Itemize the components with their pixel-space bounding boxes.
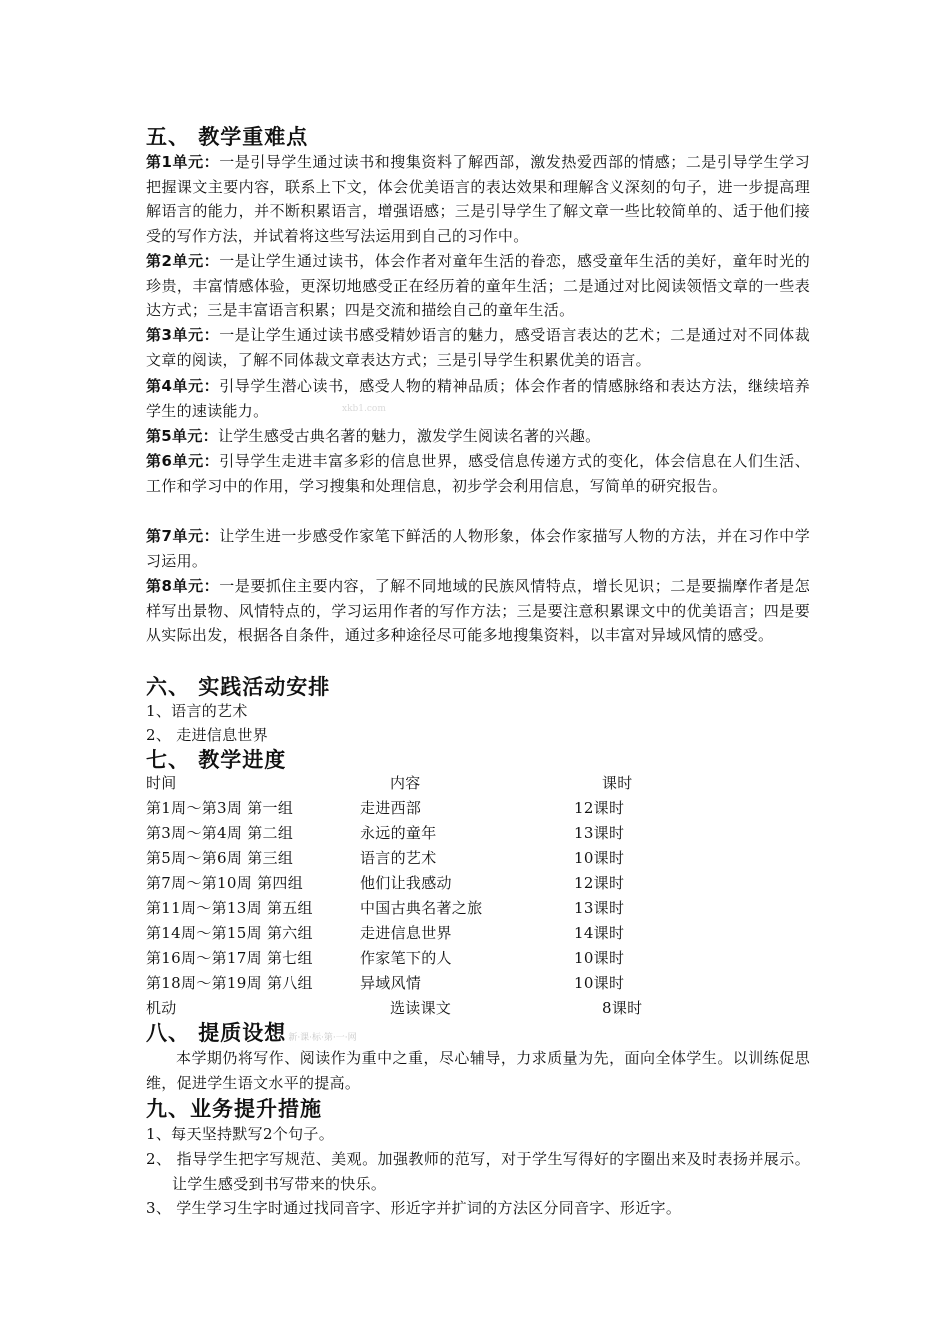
- measure-item: 3、 学生学习生字时通过找同音字、形近字并扩词的方法区分同音字、形近字。: [146, 1199, 682, 1217]
- unit-label: 第7单元：: [146, 527, 220, 545]
- watermark-text: 新·课·标·第·一·网: [288, 1033, 357, 1043]
- unit-text: 引导学生走进丰富多彩的信息世界，感受信息传递方式的变化，体会信息在人们生活、工作和学习中的作用，学习搜集和处理信息，初步学会利用信息，写简单的研究报告。: [146, 452, 811, 495]
- cell-week: 第16周～第17周 第七组: [146, 949, 313, 967]
- unit-label: 第8单元：: [146, 577, 220, 595]
- table-row: [146, 846, 692, 871]
- table-row: [146, 996, 692, 1021]
- table-row: [146, 896, 692, 921]
- unit-2-paragraph: [146, 249, 810, 323]
- cell-hours: 13课时: [574, 899, 625, 917]
- unit-8-paragraph: [146, 574, 810, 648]
- cell-week: 第5周～第6周 第三组: [146, 849, 294, 867]
- table-row: [146, 921, 692, 946]
- cell-week: 第14周～第15周 第六组: [146, 924, 313, 942]
- cell-content: 走进西部: [360, 799, 422, 817]
- cell-hours: 10课时: [574, 849, 625, 867]
- unit-text: 一是让学生通过读书，体会作者对童年生活的眷恋，感受童年生活的美好，童年时光的珍贵，丰富情感体验，更深切地感受正在经历着的童年生活；二是通过对比阅读领悟文章的一些表达方式；三是丰富语言积累；四是交流和描绘自己的童年生活。: [146, 252, 811, 320]
- cell-week: 机动: [146, 999, 177, 1017]
- section-6-heading: 六、 实践活动安排: [146, 675, 331, 699]
- header-time: 时间: [146, 774, 177, 792]
- faint-watermark: xkb1.com: [342, 404, 386, 414]
- unit-text: 让学生进一步感受作家笔下鲜活的人物形象，体会作家描写人物的方法，并在习作中学习运用。: [146, 527, 811, 570]
- activity-item: 1、语言的艺术: [146, 702, 248, 720]
- unit-text: 一是让学生通过读书感受精妙语言的魅力，感受语言表达的艺术；二是通过对不同体裁文章的阅读，了解不同体裁文章表达方式；三是引导学生积累优美的语言。: [146, 326, 811, 369]
- cell-hours: 12课时: [574, 874, 625, 892]
- cell-hours: 14课时: [574, 924, 625, 942]
- header-hours: 课时: [602, 774, 633, 792]
- unit-5-paragraph: [146, 424, 810, 449]
- cell-content: 中国古典名著之旅: [360, 899, 483, 917]
- cell-content: 永远的童年: [360, 824, 437, 842]
- unit-label: 第5单元：: [146, 427, 218, 445]
- cell-hours: 10课时: [574, 974, 625, 992]
- unit-text: 一是引导学生通过读书和搜集资料了解西部，激发热爱西部的情感；二是引导学生学习把握课文主要内容，联系上下文，体会优美语言的表达效果和理解含义深刻的句子，进一步提高理解语言的能力，并不断积累语言，增强语感；三是引导学生了解文章一些比较简单的、适于他们接受的写作方法，并试着将这些写法运用到自己的习作中。: [146, 153, 811, 245]
- cell-content: 异域风情: [360, 974, 422, 992]
- header-content: 内容: [390, 774, 421, 792]
- activity-item: 2、 走进信息世界: [146, 726, 269, 744]
- cell-week: 第18周～第19周 第八组: [146, 974, 313, 992]
- unit-4-paragraph: [146, 374, 810, 423]
- section-8-title: 八、 提质设想: [146, 1021, 287, 1045]
- unit-6-paragraph: [146, 449, 810, 498]
- unit-label: 第2单元：: [146, 252, 220, 270]
- section-7-heading: 七、 教学进度: [146, 748, 287, 772]
- table-header-row: [146, 771, 692, 796]
- unit-text: 引导学生潜心读书，感受人物的精神品质；体会作者的情感脉络和表达方法，继续培养学生的速读能力。: [146, 377, 811, 420]
- unit-1-paragraph: [146, 150, 810, 248]
- schedule-table: [146, 771, 692, 1021]
- unit-label: 第6单元：: [146, 452, 220, 470]
- table-row: [146, 796, 692, 821]
- cell-hours: 10课时: [574, 949, 625, 967]
- unit-3-paragraph: [146, 323, 810, 372]
- cell-week: 第7周～第10周 第四组: [146, 874, 303, 892]
- unit-label: 第1单元：: [146, 153, 220, 171]
- cell-week: 第11周～第13周 第五组: [146, 899, 313, 917]
- table-row: [146, 821, 692, 846]
- cell-hours: 8课时: [602, 999, 643, 1017]
- unit-7-paragraph: [146, 524, 810, 573]
- unit-text: 让学生感受古典名著的魅力，激发学生阅读名著的兴趣。: [217, 427, 601, 445]
- cell-hours: 13课时: [574, 824, 625, 842]
- cell-content: 走进信息世界: [360, 924, 452, 942]
- unit-label: 第3单元：: [146, 326, 220, 344]
- table-row: [146, 946, 692, 971]
- cell-content: 语言的艺术: [360, 849, 437, 867]
- cell-content: 作家笔下的人: [360, 949, 452, 967]
- cell-content: 选读课文: [390, 999, 452, 1017]
- cell-week: 第1周～第3周 第一组: [146, 799, 294, 817]
- table-row: [146, 971, 692, 996]
- quality-paragraph: 本学期仍将写作、阅读作为重中之重，尽心辅导，力求质量为先，面向全体学生。以训练促思维，促进学生语文水平的提高。: [146, 1049, 810, 1092]
- section-5-heading: 五、 教学重难点: [146, 125, 309, 149]
- cell-week: 第3周～第4周 第二组: [146, 824, 294, 842]
- cell-hours: 12课时: [574, 799, 625, 817]
- measure-item: 1、每天坚持默写2个句子。: [146, 1125, 334, 1143]
- section-9-heading: 九、业务提升措施: [146, 1097, 322, 1121]
- measure-item: 2、 指导学生把字写规范、美观。加强教师的范写，对于学生写得好的字圈出来及时表扬并展示。让学生感受到书写带来的快乐。: [146, 1150, 810, 1193]
- unit-text: 一是要抓住主要内容，了解不同地域的民族风情特点，增长见识；二是要揣摩作者是怎样写出景物、风情特点的，学习运用作者的写作方法；三是要注意积累课文中的优美语言；四是要从实际出发，根据各自条件，通过多种途径尽可能多地搜集资料，以丰富对异域风情的感受。: [146, 577, 811, 645]
- unit-label: 第4单元：: [146, 377, 220, 395]
- cell-content: 他们让我感动: [360, 874, 452, 892]
- table-row: [146, 871, 692, 896]
